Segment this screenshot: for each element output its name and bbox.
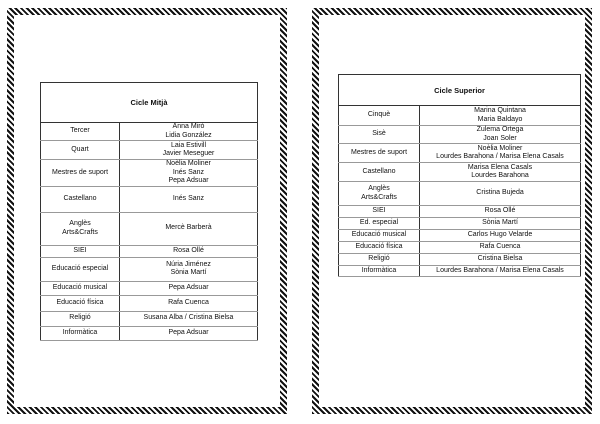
role-label: Anglès: [368, 185, 390, 192]
role-cell: [41, 186, 120, 212]
teacher-name: Inés Sanz: [172, 168, 205, 176]
teacher-name: Mercè Barberà: [165, 224, 212, 232]
table-row: [339, 106, 581, 126]
table-row: [339, 218, 581, 230]
role-cell: [339, 254, 420, 266]
table-row: [339, 266, 581, 277]
teacher-cell: [120, 212, 258, 245]
role-cell: [339, 182, 420, 206]
role-cell: [41, 123, 120, 141]
table-row: [339, 163, 581, 182]
table-row: [339, 182, 581, 206]
cicle-mitja-table: [40, 82, 258, 341]
table-row: [41, 281, 258, 295]
teacher-cell: [120, 295, 258, 311]
role-cell: [41, 212, 120, 245]
role-label: Tercer: [70, 127, 90, 135]
cicle-superior-page: [312, 8, 592, 414]
teacher-cell: [420, 106, 581, 126]
teacher-cell: [120, 257, 258, 281]
table-row: [41, 160, 258, 187]
role-label: Religió: [368, 255, 390, 263]
teacher-name: Sònia Martí: [170, 269, 207, 276]
teacher-name: Lidia González: [165, 131, 212, 139]
teacher-cell: [420, 206, 581, 218]
cicle-mitja-page: [7, 8, 287, 414]
teacher-name: Marina Quintana: [474, 107, 526, 114]
role-label: Informàtica: [62, 328, 98, 336]
teacher-cell: [420, 218, 581, 230]
role-label: Ed. especial: [359, 219, 399, 227]
teacher-name: Noèlia Moliner: [477, 144, 523, 152]
teacher-name: Cristina Bielsa: [477, 255, 523, 263]
teacher-name: Rafa Cuenca: [168, 298, 209, 306]
table-row: [41, 245, 258, 257]
teacher-cell: [120, 123, 258, 141]
teacher-name: Lourdes Barahona / Marisa Elena Casals: [436, 153, 564, 160]
teacher-name: Rafa Cuenca: [479, 243, 521, 251]
teacher-name: Zulema Ortega: [476, 126, 524, 133]
role-cell: [41, 141, 120, 160]
table-row: [339, 126, 581, 144]
role-label: Informàtica: [361, 266, 397, 274]
table-row: [41, 295, 258, 311]
teacher-name: Sònia Martí: [482, 219, 518, 227]
role-label: Castellano: [63, 194, 97, 202]
role-label: Educació musical: [351, 231, 407, 239]
teacher-name: Rosa Ollé: [484, 207, 516, 215]
cicle-superior-rows: [339, 106, 581, 277]
table-row: [41, 212, 258, 245]
teacher-cell: [420, 144, 581, 163]
teacher-name: Rosa Ollé: [173, 246, 204, 254]
cicle-superior-title: Cicle Superior: [339, 75, 581, 106]
role-label: Sisè: [372, 130, 386, 138]
teacher-name: Lourdes Barahona: [471, 172, 529, 179]
teacher-cell: [120, 141, 258, 160]
teacher-name: Joan Soler: [483, 134, 517, 142]
role-label: Educació física: [56, 298, 104, 306]
table-row: [339, 242, 581, 254]
table-row: [339, 254, 581, 266]
teacher-cell: [420, 163, 581, 182]
role-cell: [339, 206, 420, 218]
cicle-superior-table: [338, 74, 581, 277]
table-row: [41, 326, 258, 340]
teacher-cell: [420, 126, 581, 144]
teacher-name: Pepa Adsuar: [168, 177, 209, 184]
role-label: SIEI: [73, 246, 87, 254]
teacher-name: Susana Alba / Cristina Bielsa: [143, 314, 234, 322]
role-label: Mestres de suport: [350, 148, 408, 156]
teacher-cell: [120, 245, 258, 257]
role-cell: [41, 311, 120, 326]
teacher-cell: [420, 242, 581, 254]
role-cell: [41, 257, 120, 281]
table-row: [41, 186, 258, 212]
role-label: Educació especial: [51, 264, 109, 272]
teacher-name: Inés Sanz: [172, 194, 205, 202]
teacher-cell: [420, 230, 581, 242]
role-cell: [339, 242, 420, 254]
role-cell: [339, 266, 420, 277]
role-cell: [41, 326, 120, 340]
teacher-cell: [120, 281, 258, 295]
teacher-cell: [420, 254, 581, 266]
teacher-name: Lourdes Barahona / Marisa Elena Casals: [436, 266, 564, 274]
table-row: [41, 123, 258, 141]
table-row: [339, 206, 581, 218]
teacher-cell: [120, 326, 258, 340]
teacher-name: Laia Estivill: [170, 141, 206, 149]
role-label: Cinquè: [367, 111, 391, 119]
role-cell: [339, 126, 420, 144]
teacher-cell: [120, 186, 258, 212]
role-label: Castellano: [362, 167, 396, 175]
role-label: Educació musical: [52, 283, 108, 291]
role-cell: [41, 295, 120, 311]
role-cell: [41, 245, 120, 257]
table-row: [41, 257, 258, 281]
role-label: Educació física: [355, 243, 403, 251]
role-cell: [339, 230, 420, 242]
teacher-name: Cristina Bujeda: [476, 189, 524, 197]
role-cell: [41, 281, 120, 295]
teacher-name: Noèlia Moliner: [166, 160, 211, 167]
table-row: [339, 230, 581, 242]
teacher-cell: [120, 311, 258, 326]
teacher-name: Núria Jiménez: [166, 260, 211, 268]
teacher-name: Maria Baldayo: [477, 115, 523, 123]
teacher-name: Pepa Adsuar: [168, 328, 209, 336]
teacher-name: Marisa Elena Casals: [467, 163, 533, 171]
table-row: [339, 144, 581, 163]
role-cell: [339, 163, 420, 182]
cicle-mitja-rows: [41, 123, 258, 341]
role-label: Anglès: [69, 220, 91, 227]
table-row: [41, 141, 258, 160]
teacher-cell: [420, 182, 581, 206]
role-cell: [41, 160, 120, 187]
table-row: [41, 311, 258, 326]
role-label: Quart: [71, 145, 89, 153]
teacher-cell: [120, 160, 258, 187]
role-cell: [339, 106, 420, 126]
teacher-name: Javier Meseguer: [162, 150, 215, 157]
role-label: SIEI: [372, 207, 386, 215]
role-cell: [339, 218, 420, 230]
role-label: Religió: [69, 314, 91, 322]
teacher-name: Pepa Adsuar: [168, 283, 209, 291]
cicle-mitja-title: Cicle Mitjà: [41, 83, 258, 123]
teacher-name: Anna Miró: [172, 123, 205, 130]
teacher-cell: [420, 266, 581, 277]
teacher-name: Carlos Hugo Velarde: [467, 231, 533, 239]
role-label: Arts&Crafts: [361, 193, 397, 201]
role-label: Mestres de suport: [51, 168, 109, 176]
role-cell: [339, 144, 420, 163]
role-label: Arts&Crafts: [62, 228, 98, 236]
